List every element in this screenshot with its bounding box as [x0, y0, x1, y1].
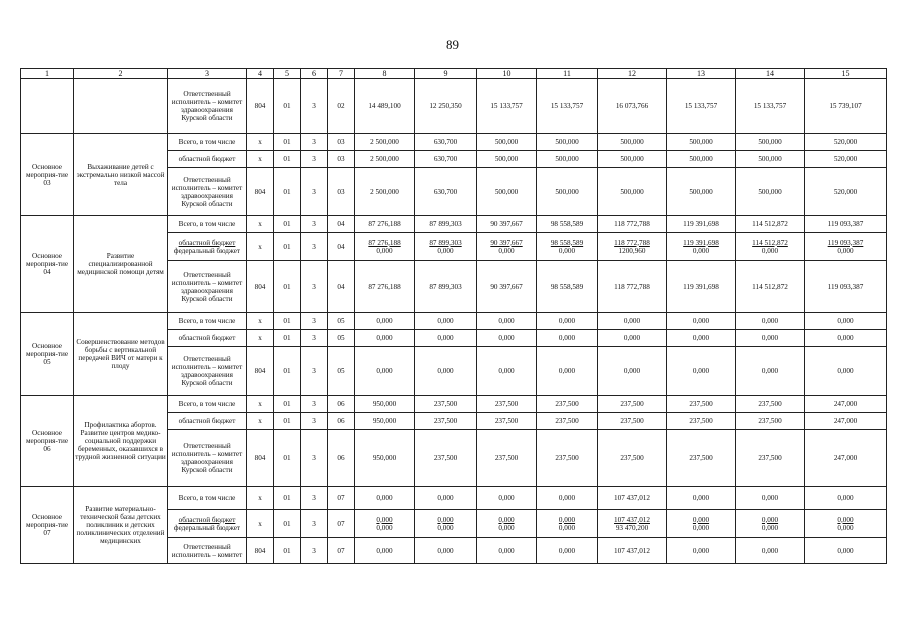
header-cell-7: 7: [328, 69, 355, 79]
amount-cell-12: 500,000: [598, 168, 667, 216]
amount-cell-12: [598, 233, 667, 261]
code-cell-c7: 07: [328, 487, 355, 510]
amount-cell-10: [477, 510, 537, 538]
code-cell-c5: 01: [274, 313, 301, 330]
amount-cell-11: 500,000: [537, 151, 598, 168]
header-cell-10: 10: [477, 69, 537, 79]
amount-cell-10: 500,000: [477, 168, 537, 216]
amount-cell-11: 237,500: [537, 413, 598, 430]
code-cell-c6: 3: [301, 347, 328, 396]
amount-regional: 0,000: [837, 515, 854, 524]
code-cell-c4: 804: [247, 538, 274, 564]
code-cell-c7: 05: [328, 347, 355, 396]
header-cell-4: 4: [247, 69, 274, 79]
amount-cell-9: 0,000: [415, 330, 477, 347]
code-cell-c4: 804: [247, 79, 274, 134]
amount-cell-9: 237,500: [415, 396, 477, 413]
amount-cell-10: 237,500: [477, 396, 537, 413]
amount-cell-15: 520,000: [805, 151, 887, 168]
code-cell-c4: x: [247, 487, 274, 510]
amount-cell-15: 0,000: [805, 538, 887, 564]
code-cell-c7: 02: [328, 79, 355, 134]
amount-federal: 0,000: [437, 246, 454, 255]
amount-cell-13: 0,000: [667, 538, 736, 564]
code-cell-c4: x: [247, 151, 274, 168]
amount-cell-8: 87 276,188: [355, 261, 415, 313]
amount-regional: 0,000: [437, 515, 454, 524]
amount-cell-10: 15 133,757: [477, 79, 537, 134]
header-cell-2: 2: [74, 69, 168, 79]
funding-source-cell: Ответственный исполнитель – комитет здравоохранения Курской области: [168, 261, 247, 313]
amount-cell-12: 237,500: [598, 396, 667, 413]
amount-cell-14: 0,000: [736, 538, 805, 564]
funding-source-cell: Ответственный исполнитель – комитет здравоохранения Курской области: [168, 430, 247, 487]
code-cell-c6: 3: [301, 538, 328, 564]
amount-cell-14: [736, 510, 805, 538]
table-row: [21, 487, 887, 510]
amount-cell-9: 0,000: [415, 538, 477, 564]
funding-source-cell: [168, 233, 247, 261]
amount-cell-9: 237,500: [415, 413, 477, 430]
amount-cell-9: 630,700: [415, 168, 477, 216]
funding-source-cell: областной бюджет: [168, 151, 247, 168]
amount-cell-12: 107 437,012: [598, 487, 667, 510]
amount-cell-15: 520,000: [805, 168, 887, 216]
amount-cell-14: 237,500: [736, 396, 805, 413]
measure-name-cell: Основное мероприя-тие 05: [21, 313, 74, 396]
amount-cell-15: 15 739,107: [805, 79, 887, 134]
amount-regional: 0,000: [498, 515, 515, 524]
amount-cell-11: 237,500: [537, 396, 598, 413]
code-cell-c5: 01: [274, 79, 301, 134]
amount-cell-13: 237,500: [667, 430, 736, 487]
amount-cell-13: [667, 510, 736, 538]
code-cell-c5: 01: [274, 430, 301, 487]
amount-cell-9: 630,700: [415, 134, 477, 151]
amount-cell-14: [736, 233, 805, 261]
amount-cell-12: 237,500: [598, 413, 667, 430]
header-cell-3: 3: [168, 69, 247, 79]
table-row: [21, 216, 887, 233]
code-cell-c5: 01: [274, 538, 301, 564]
code-cell-c4: x: [247, 233, 274, 261]
code-cell-c6: 3: [301, 79, 328, 134]
amount-cell-10: 237,500: [477, 413, 537, 430]
amount-cell-11: 0,000: [537, 487, 598, 510]
code-cell-c7: 03: [328, 168, 355, 216]
amount-federal: 0,000: [837, 246, 854, 255]
funding-source-cell: Ответственный исполнитель – комитет: [168, 538, 247, 564]
amount-cell-10: 0,000: [477, 313, 537, 330]
amount-cell-13: 237,500: [667, 396, 736, 413]
code-cell-c5: 01: [274, 330, 301, 347]
funding-source-cell: [168, 510, 247, 538]
amount-cell-14: 15 133,757: [736, 79, 805, 134]
code-cell-c4: 804: [247, 347, 274, 396]
code-cell-c5: 01: [274, 347, 301, 396]
measure-desc-cell: Развитие материально-технической базы детских поликлиник и детских поликлинических отделений медицинских: [74, 487, 168, 564]
measure-desc-cell: Профилактика абортов. Развитие центров медико-социальной поддержки беременных, оказавшихся в трудной жизненной ситуации: [74, 396, 168, 487]
amount-federal: 0,000: [692, 523, 710, 532]
amount-cell-15: 247,000: [805, 396, 887, 413]
header-cell-14: 14: [736, 69, 805, 79]
code-cell-c5: 01: [274, 233, 301, 261]
amount-cell-10: 0,000: [477, 347, 537, 396]
page-number: 89: [446, 37, 459, 52]
amount-cell-11: [537, 510, 598, 538]
funding-source-regional: областной бюджет: [178, 238, 236, 247]
amount-cell-8: 950,000: [355, 396, 415, 413]
amount-cell-11: 0,000: [537, 347, 598, 396]
amount-cell-15: 119 093,387: [805, 216, 887, 233]
measure-name-cell: [21, 79, 74, 134]
amount-cell-9: 0,000: [415, 487, 477, 510]
header-cell-11: 11: [537, 69, 598, 79]
funding-source-regional: областной бюджет: [178, 515, 236, 524]
amount-cell-10: [477, 233, 537, 261]
amount-cell-15: 0,000: [805, 347, 887, 396]
code-cell-c6: 3: [301, 330, 328, 347]
code-cell-c4: 804: [247, 168, 274, 216]
amount-cell-11: 500,000: [537, 168, 598, 216]
amount-regional: 98 558,589: [550, 238, 584, 247]
amount-cell-14: 114 512,872: [736, 216, 805, 233]
amount-cell-13: 500,000: [667, 134, 736, 151]
amount-cell-15: 0,000: [805, 330, 887, 347]
amount-cell-14: 0,000: [736, 313, 805, 330]
code-cell-c6: 3: [301, 151, 328, 168]
amount-cell-11: 98 558,589: [537, 216, 598, 233]
amount-cell-9: 0,000: [415, 313, 477, 330]
code-cell-c4: x: [247, 510, 274, 538]
funding-source-cell: Всего, в том числе: [168, 396, 247, 413]
amount-regional: 118 772,788: [614, 238, 650, 247]
funding-source-cell: областной бюджет: [168, 413, 247, 430]
amount-regional: 119 391,698: [683, 238, 719, 247]
header-cell-12: 12: [598, 69, 667, 79]
amount-cell-8: 2 500,000: [355, 134, 415, 151]
amount-regional: 0,000: [761, 515, 779, 524]
header-row: [21, 69, 887, 79]
amount-cell-10: 237,500: [477, 430, 537, 487]
code-cell-c6: 3: [301, 134, 328, 151]
amount-regional: 87 899,303: [429, 238, 462, 247]
code-cell-c6: 3: [301, 261, 328, 313]
amount-cell-8: 2 500,000: [355, 168, 415, 216]
funding-source-cell: Всего, в том числе: [168, 487, 247, 510]
amount-cell-15: [805, 510, 887, 538]
amount-cell-14: 0,000: [736, 347, 805, 396]
code-cell-c6: 3: [301, 233, 328, 261]
header-cell-9: 9: [415, 69, 477, 79]
amount-cell-11: 237,500: [537, 430, 598, 487]
funding-source-cell: Ответственный исполнитель – комитет здравоохранения Курской области: [168, 168, 247, 216]
amount-cell-15: 247,000: [805, 413, 887, 430]
amount-cell-8: [355, 233, 415, 261]
amount-federal: 93 470,200: [615, 523, 649, 532]
funding-source-cell: Ответственный исполнитель – комитет здравоохранения Курской области: [168, 79, 247, 134]
amount-cell-8: [355, 510, 415, 538]
amount-cell-10: 500,000: [477, 151, 537, 168]
amount-cell-14: 237,500: [736, 430, 805, 487]
funding-source-cell: Всего, в том числе: [168, 313, 247, 330]
funding-source-federal: федеральный бюджет: [173, 523, 241, 532]
amount-federal: 0,000: [498, 523, 515, 532]
code-cell-c5: 01: [274, 413, 301, 430]
amount-cell-13: 0,000: [667, 330, 736, 347]
code-cell-c6: 3: [301, 430, 328, 487]
measure-name-cell: Основное мероприя-тие 03: [21, 134, 74, 216]
code-cell-c7: 06: [328, 430, 355, 487]
code-cell-c4: x: [247, 134, 274, 151]
code-cell-c6: 3: [301, 510, 328, 538]
amount-federal: 1200,960: [618, 246, 646, 255]
amount-cell-9: [415, 510, 477, 538]
amount-cell-15: 0,000: [805, 313, 887, 330]
code-cell-c5: 01: [274, 487, 301, 510]
amount-cell-12: 16 073,766: [598, 79, 667, 134]
amount-cell-9: 237,500: [415, 430, 477, 487]
amount-cell-14: 500,000: [736, 134, 805, 151]
amount-regional: 107 437,012: [614, 515, 650, 524]
amount-cell-15: 520,000: [805, 134, 887, 151]
amount-cell-13: 237,500: [667, 413, 736, 430]
amount-cell-13: 500,000: [667, 168, 736, 216]
code-cell-c4: 804: [247, 261, 274, 313]
code-cell-c5: 01: [274, 261, 301, 313]
amount-cell-10: 0,000: [477, 538, 537, 564]
amount-cell-8: 0,000: [355, 347, 415, 396]
amount-cell-9: 630,700: [415, 151, 477, 168]
header-cell-6: 6: [301, 69, 328, 79]
amount-cell-12: 0,000: [598, 330, 667, 347]
code-cell-c7: 04: [328, 261, 355, 313]
amount-cell-9: 87 899,303: [415, 216, 477, 233]
amount-regional: 0,000: [376, 515, 393, 524]
code-cell-c7: 04: [328, 216, 355, 233]
amount-cell-12: 500,000: [598, 134, 667, 151]
measure-name-cell: Основное мероприя-тие 06: [21, 396, 74, 487]
measure-name-cell: Основное мероприя-тие 07: [21, 487, 74, 564]
measure-desc-cell: Выхаживание детей с экстремально низкой массой тела: [74, 134, 168, 216]
code-cell-c5: 01: [274, 216, 301, 233]
amount-cell-13: 0,000: [667, 347, 736, 396]
amount-cell-10: 90 397,667: [477, 261, 537, 313]
amount-cell-8: 14 489,100: [355, 79, 415, 134]
code-cell-c6: 3: [301, 487, 328, 510]
header-cell-5: 5: [274, 69, 301, 79]
amount-federal: 0,000: [437, 523, 454, 532]
amount-cell-15: 0,000: [805, 487, 887, 510]
code-cell-c4: x: [247, 413, 274, 430]
code-cell-c5: 01: [274, 510, 301, 538]
code-cell-c7: 07: [328, 538, 355, 564]
amount-cell-11: 500,000: [537, 134, 598, 151]
code-cell-c7: 03: [328, 151, 355, 168]
amount-cell-8: 950,000: [355, 430, 415, 487]
amount-cell-11: 0,000: [537, 313, 598, 330]
funding-source-cell: Ответственный исполнитель – комитет здравоохранения Курской области: [168, 347, 247, 396]
amount-cell-15: 247,000: [805, 430, 887, 487]
measure-desc-cell: Совершенствование методов борьбы с вертикальной передачей ВИЧ от матери к плоду: [74, 313, 168, 396]
amount-cell-12: 0,000: [598, 347, 667, 396]
amount-cell-8: 2 500,000: [355, 151, 415, 168]
amount-federal: 0,000: [376, 246, 393, 255]
code-cell-c5: 01: [274, 168, 301, 216]
code-cell-c7: 06: [328, 396, 355, 413]
header-cell-13: 13: [667, 69, 736, 79]
amount-cell-12: [598, 510, 667, 538]
code-cell-c7: 05: [328, 313, 355, 330]
amount-cell-13: 15 133,757: [667, 79, 736, 134]
amount-cell-14: 237,500: [736, 413, 805, 430]
code-cell-c6: 3: [301, 413, 328, 430]
amount-cell-11: 15 133,757: [537, 79, 598, 134]
table-row: [21, 134, 887, 151]
amount-regional: 119 093,387: [827, 238, 864, 247]
amount-regional: 90 397,667: [490, 238, 523, 247]
measure-name-cell: Основное мероприя-тие 04: [21, 216, 74, 313]
amount-cell-15: [805, 233, 887, 261]
amount-cell-12: 107 437,012: [598, 538, 667, 564]
amount-cell-14: 114 512,872: [736, 261, 805, 313]
amount-regional: 0,000: [692, 515, 710, 524]
amount-federal: 0,000: [761, 523, 779, 532]
amount-cell-10: 0,000: [477, 330, 537, 347]
amount-regional: 114 512,872: [752, 238, 788, 247]
amount-cell-12: 500,000: [598, 151, 667, 168]
code-cell-c7: 05: [328, 330, 355, 347]
code-cell-c5: 01: [274, 396, 301, 413]
code-cell-c4: x: [247, 396, 274, 413]
amount-cell-8: 87 276,188: [355, 216, 415, 233]
code-cell-c7: 04: [328, 233, 355, 261]
amount-cell-9: 87 899,303: [415, 261, 477, 313]
amount-cell-9: 0,000: [415, 347, 477, 396]
amount-federal: 0,000: [692, 246, 710, 255]
amount-federal: 0,000: [498, 246, 515, 255]
amount-cell-9: [415, 233, 477, 261]
header-cell-15: 15: [805, 69, 887, 79]
amount-cell-13: 119 391,698: [667, 216, 736, 233]
measure-desc-cell: Развитие специализированной медицинской помощи детям: [74, 216, 168, 313]
code-cell-c4: x: [247, 330, 274, 347]
amount-cell-13: 0,000: [667, 313, 736, 330]
code-cell-c5: 01: [274, 134, 301, 151]
amount-cell-14: 0,000: [736, 330, 805, 347]
amount-federal: 0,000: [376, 523, 393, 532]
amount-cell-12: 118 772,788: [598, 261, 667, 313]
code-cell-c4: 804: [247, 430, 274, 487]
amount-cell-11: [537, 233, 598, 261]
funding-source-cell: областной бюджет: [168, 330, 247, 347]
code-cell-c6: 3: [301, 216, 328, 233]
code-cell-c4: x: [247, 313, 274, 330]
code-cell-c6: 3: [301, 396, 328, 413]
code-cell-c6: 3: [301, 313, 328, 330]
funding-source-cell: Всего, в том числе: [168, 216, 247, 233]
amount-regional: 87 276,188: [368, 238, 401, 247]
amount-cell-14: 500,000: [736, 168, 805, 216]
table-row: [21, 396, 887, 413]
amount-cell-14: 0,000: [736, 487, 805, 510]
amount-cell-8: 0,000: [355, 487, 415, 510]
table-row: [21, 313, 887, 330]
funding-source-cell: Всего, в том числе: [168, 134, 247, 151]
code-cell-c6: 3: [301, 168, 328, 216]
amount-cell-11: 98 558,589: [537, 261, 598, 313]
amount-cell-11: 0,000: [537, 330, 598, 347]
amount-cell-15: 119 093,387: [805, 261, 887, 313]
amount-cell-13: 500,000: [667, 151, 736, 168]
funding-source-federal: федеральный бюджет: [173, 246, 241, 255]
amount-cell-12: 0,000: [598, 313, 667, 330]
amount-cell-10: 0,000: [477, 487, 537, 510]
amount-cell-10: 500,000: [477, 134, 537, 151]
amount-cell-12: 237,500: [598, 430, 667, 487]
code-cell-c4: x: [247, 216, 274, 233]
amount-cell-8: 950,000: [355, 413, 415, 430]
amount-cell-13: 0,000: [667, 487, 736, 510]
amount-cell-8: 0,000: [355, 330, 415, 347]
table-row: [21, 79, 887, 134]
amount-cell-8: 0,000: [355, 313, 415, 330]
header-cell-8: 8: [355, 69, 415, 79]
amount-cell-8: 0,000: [355, 538, 415, 564]
amount-cell-12: 118 772,788: [598, 216, 667, 233]
code-cell-c7: 07: [328, 510, 355, 538]
amount-cell-14: 500,000: [736, 151, 805, 168]
amount-cell-9: 12 250,350: [415, 79, 477, 134]
code-cell-c7: 03: [328, 134, 355, 151]
budget-table: [20, 68, 887, 564]
amount-federal: 0,000: [761, 246, 779, 255]
amount-cell-13: [667, 233, 736, 261]
measure-desc-cell: [74, 79, 168, 134]
amount-federal: 0,000: [558, 246, 576, 255]
amount-cell-10: 90 397,667: [477, 216, 537, 233]
code-cell-c5: 01: [274, 151, 301, 168]
amount-regional: 0,000: [558, 515, 576, 524]
amount-cell-13: 119 391,698: [667, 261, 736, 313]
header-cell-1: 1: [21, 69, 74, 79]
amount-federal: 0,000: [837, 523, 854, 532]
code-cell-c7: 06: [328, 413, 355, 430]
amount-federal: 0,000: [558, 523, 576, 532]
amount-cell-11: 0,000: [537, 538, 598, 564]
